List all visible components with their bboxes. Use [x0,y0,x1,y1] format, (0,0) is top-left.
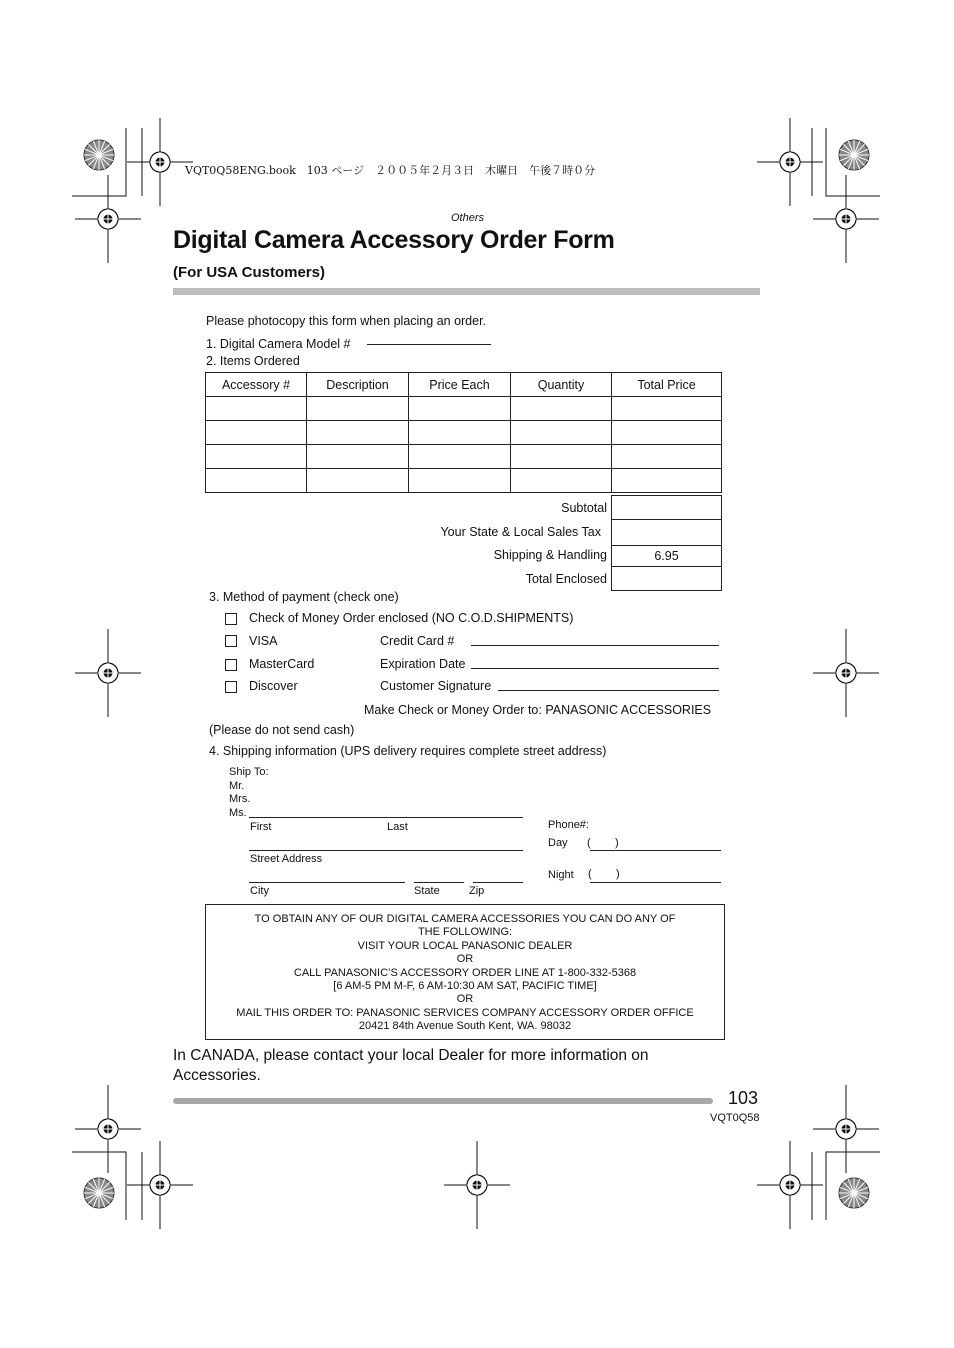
day-phone-field[interactable] [590,850,721,851]
mastercard-checkbox[interactable] [225,659,237,671]
visa-checkbox[interactable] [225,635,237,647]
discover-label: Discover [249,679,298,693]
table-cell[interactable] [307,397,409,421]
info-line: [6 AM-5 PM M-F, 6 AM-10:30 AM SAT, PACIFIC TIME] [333,980,597,993]
signature-label: Customer Signature [380,679,492,693]
table-row [206,397,722,421]
night-paren-open: ( [588,868,592,880]
day-paren-close: ) [615,837,619,849]
table-cell[interactable] [307,445,409,469]
info-line: OR [456,953,474,966]
state-label: State [414,885,440,897]
items-table [205,372,722,493]
night-label: Night [548,869,574,881]
city-field[interactable] [249,882,405,883]
page-title: Digital Camera Accessory Order Form [173,226,615,254]
table-cell[interactable] [206,469,307,493]
table-cell[interactable] [612,469,722,493]
info-line: TO OBTAIN ANY OF OUR DIGITAL CAMERA ACCESSORIES YOU CAN DO ANY OF [254,913,676,925]
table-cell[interactable] [612,397,722,421]
discover-checkbox[interactable] [225,681,237,693]
total-field[interactable] [612,567,722,591]
col-price-each: Price Each [409,373,511,397]
day-paren-open: ( [587,837,591,849]
info-line: OR [456,993,474,1006]
intro-text: Please photocopy this form when placing an order. [206,314,487,328]
table-row [206,421,722,445]
table-cell[interactable] [409,445,511,469]
info-line: CALL PANASONIC’S ACCESSORY ORDER LINE AT 1-800-332-5368 [293,966,637,979]
table-row [206,469,722,493]
ms-label: Ms. [229,807,247,819]
city-label: City [250,885,269,897]
credit-card-field[interactable] [471,645,719,646]
canada-note-line1: In CANADA, please contact your local Dealer for more information on [173,1047,649,1064]
info-line: VISIT YOUR LOCAL PANASONIC DEALER [357,939,573,952]
credit-card-label: Credit Card # [380,634,455,648]
table-header-row [206,373,722,397]
info-line: 20421 84th Avenue South Kent, WA. 98032 [358,1020,572,1033]
table-cell[interactable] [511,445,612,469]
street-label: Street Address [250,853,323,865]
page-subtitle: (For USA Customers) [173,264,325,281]
total-label: Total Enclosed [525,572,607,586]
tax-field[interactable] [612,520,722,546]
night-paren-close: ) [616,868,620,880]
header-divider [173,288,760,295]
col-accessory: Accessory # [206,373,307,397]
last-label: Last [387,821,408,833]
ordering-info-box [205,904,725,1040]
shipping-value: 6.95 [612,546,722,567]
info-line: THE FOLLOWING: [417,926,513,939]
shipping-info-label: 4. Shipping information (UPS delivery requires complete street address) [209,744,607,758]
mrs-label: Mrs. [229,793,251,805]
totals-table [611,495,722,591]
section-label: Others [451,212,485,224]
model-label: 1. Digital Camera Model # [206,337,351,351]
first-label: First [250,821,272,833]
book-info-line: VQT0Q58ENG.book 103 ページ ２００５年２月３日 木曜日 午後７時０分 [185,164,596,177]
info-line: MAIL THIS ORDER TO: PANASONIC SERVICES COMPANY ACCESSORY ORDER OFFICE [236,1006,694,1019]
table-cell[interactable] [612,421,722,445]
expiration-field[interactable] [471,668,719,669]
col-description: Description [307,373,409,397]
expiration-label: Expiration Date [380,657,466,671]
footer-divider [173,1098,713,1104]
subtotal-field[interactable] [612,496,722,520]
model-field[interactable] [367,344,491,345]
doc-code: VQT0Q58 [710,1112,760,1124]
no-cash-text: (Please do not send cash) [209,723,355,737]
signature-field[interactable] [498,690,719,691]
day-label: Day [548,837,568,849]
zip-field[interactable] [473,882,523,883]
check-checkbox[interactable] [225,613,237,625]
table-cell[interactable] [612,445,722,469]
canada-note-line2: Accessories. [173,1067,261,1084]
table-cell[interactable] [511,397,612,421]
table-cell[interactable] [307,469,409,493]
street-field[interactable] [249,850,523,851]
ship-to-label: Ship To: [229,766,269,778]
state-field[interactable] [414,882,464,883]
table-cell[interactable] [511,469,612,493]
table-cell[interactable] [409,421,511,445]
col-quantity: Quantity [511,373,612,397]
table-cell[interactable] [206,445,307,469]
table-cell[interactable] [409,397,511,421]
table-cell[interactable] [409,469,511,493]
shipping-label: Shipping & Handling [493,548,607,562]
night-phone-field[interactable] [590,882,721,883]
items-label: 2. Items Ordered [206,354,300,368]
name-field[interactable] [249,817,523,818]
table-cell[interactable] [307,421,409,445]
check-option-label: Check of Money Order enclosed (NO C.O.D.SHIPMENTS) [249,611,574,625]
mastercard-label: MasterCard [249,657,315,671]
mr-label: Mr. [229,780,245,792]
table-row [206,445,722,469]
page-number: 103 [728,1088,759,1108]
table-cell[interactable] [511,421,612,445]
table-cell[interactable] [206,397,307,421]
visa-label: VISA [249,634,278,648]
make-check-text: Make Check or Money Order to: PANASONIC ACCESSORIES [364,703,712,717]
zip-label: Zip [469,885,485,897]
tax-label: Your State & Local Sales Tax [440,525,601,539]
table-cell[interactable] [206,421,307,445]
phone-label: Phone#: [548,819,589,831]
col-total-price: Total Price [612,373,722,397]
subtotal-label: Subtotal [561,501,607,515]
payment-label: 3. Method of payment (check one) [209,590,399,604]
